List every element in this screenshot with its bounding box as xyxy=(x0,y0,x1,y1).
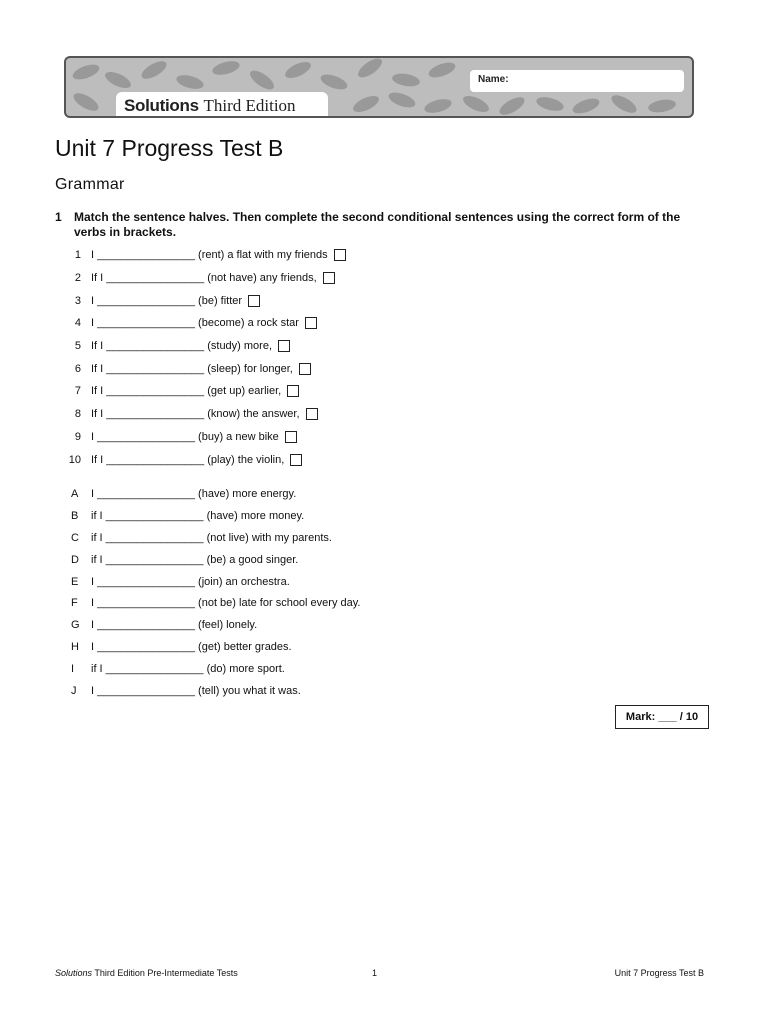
item-text: If I ________________ (sleep) for longer, xyxy=(91,362,293,375)
item-number: 4 xyxy=(74,317,81,330)
brand-logo xyxy=(116,92,328,118)
item-letter: J xyxy=(71,684,77,697)
item-letter: I xyxy=(71,663,75,676)
answer-box[interactable] xyxy=(334,249,346,261)
list-item xyxy=(55,289,715,312)
exercise-instruction xyxy=(55,210,715,240)
item-number: 1 xyxy=(74,249,81,262)
section-heading: Grammar xyxy=(55,176,125,193)
list-item xyxy=(55,312,715,335)
item-text: I ________________ (buy) a new bike xyxy=(91,430,279,443)
answer-box[interactable] xyxy=(323,272,335,284)
list-item xyxy=(55,267,715,290)
answer-box[interactable] xyxy=(299,363,311,375)
page-number: 1 xyxy=(372,968,378,978)
list-item xyxy=(55,426,715,449)
item-number: 2 xyxy=(74,272,81,285)
list-item xyxy=(55,527,715,549)
item-number: 6 xyxy=(74,362,81,375)
item-text: I ________________ (tell) you what it was. xyxy=(91,684,301,697)
list-item xyxy=(55,658,715,680)
footer-series: Third Edition Pre-Intermediate Tests xyxy=(92,968,238,978)
item-text: I ________________ (join) an orchestra. xyxy=(91,575,290,588)
item-text: I ________________ (rent) a flat with my friends xyxy=(91,249,328,262)
item-text: I ________________ (get) better grades. xyxy=(91,641,292,654)
item-letter: B xyxy=(71,509,79,522)
list-item xyxy=(55,380,715,403)
exercise-number: 1 xyxy=(55,210,62,224)
item-text: If I ________________ (study) more, xyxy=(91,340,273,353)
brand-edition: Third Edition xyxy=(203,96,296,115)
footer-right: Unit 7 Progress Test B xyxy=(614,968,704,978)
answer-box[interactable] xyxy=(305,317,317,329)
list-item xyxy=(55,448,715,471)
list-item xyxy=(55,335,715,358)
name-field[interactable] xyxy=(470,70,684,92)
first-halves-list xyxy=(55,244,715,471)
list-item xyxy=(55,549,715,571)
brand-bold: Solutions xyxy=(124,96,199,115)
list-item xyxy=(55,244,715,267)
answer-box[interactable] xyxy=(290,454,302,466)
page-title: Unit 7 Progress Test B xyxy=(55,135,284,161)
list-item xyxy=(55,357,715,380)
answer-box[interactable] xyxy=(278,340,290,352)
header-banner xyxy=(64,56,694,118)
item-text: I ________________ (not be) late for school every day. xyxy=(91,597,361,610)
item-letter: E xyxy=(71,575,79,588)
list-item xyxy=(55,680,715,702)
item-text: If I ________________ (know) the answer, xyxy=(91,408,300,421)
item-text: I ________________ (become) a rock star xyxy=(91,317,299,330)
list-item xyxy=(55,592,715,614)
item-number: 8 xyxy=(74,408,81,421)
second-halves-list xyxy=(55,483,715,702)
item-text: if I ________________ (have) more money. xyxy=(91,509,305,522)
list-item xyxy=(55,571,715,593)
item-text: If I ________________ (get up) earlier, xyxy=(91,385,282,398)
list-item xyxy=(55,505,715,527)
answer-box[interactable] xyxy=(306,408,318,420)
name-label: Name: xyxy=(478,74,509,85)
answer-box[interactable] xyxy=(287,385,299,397)
item-letter: A xyxy=(71,487,79,500)
item-text: I ________________ (have) more energy. xyxy=(91,487,297,500)
mark-box: Mark: ___ / 10 xyxy=(615,705,709,729)
item-text: If I ________________ (play) the violin, xyxy=(91,453,285,466)
item-number: 9 xyxy=(74,430,81,443)
item-text: If I ________________ (not have) any friends, xyxy=(91,272,317,285)
item-text: I ________________ (feel) lonely. xyxy=(91,619,258,632)
item-number: 3 xyxy=(74,294,81,307)
list-item xyxy=(55,403,715,426)
item-number: 7 xyxy=(74,385,81,398)
list-item xyxy=(55,483,715,505)
list-item xyxy=(55,614,715,636)
item-letter: D xyxy=(71,553,79,566)
list-item xyxy=(55,636,715,658)
footer-brand: Solutions xyxy=(55,968,93,978)
answer-box[interactable] xyxy=(285,431,297,443)
instruction-text: Match the sentence halves. Then complete the second conditional sentences using the correct form of the verbs in brackets. xyxy=(74,210,681,239)
item-text: I ________________ (be) fitter xyxy=(91,294,243,307)
item-text: if I ________________ (be) a good singer. xyxy=(91,553,299,566)
item-letter: H xyxy=(71,641,79,654)
item-letter: G xyxy=(71,619,80,632)
item-number: 10 xyxy=(68,453,81,466)
answer-box[interactable] xyxy=(248,295,260,307)
item-letter: C xyxy=(71,531,79,544)
item-letter: F xyxy=(71,597,78,610)
item-text: if I ________________ (not live) with my parents. xyxy=(91,531,332,544)
item-number: 5 xyxy=(74,340,81,353)
item-text: if I ________________ (do) more sport. xyxy=(91,663,285,676)
footer-left xyxy=(55,968,238,978)
